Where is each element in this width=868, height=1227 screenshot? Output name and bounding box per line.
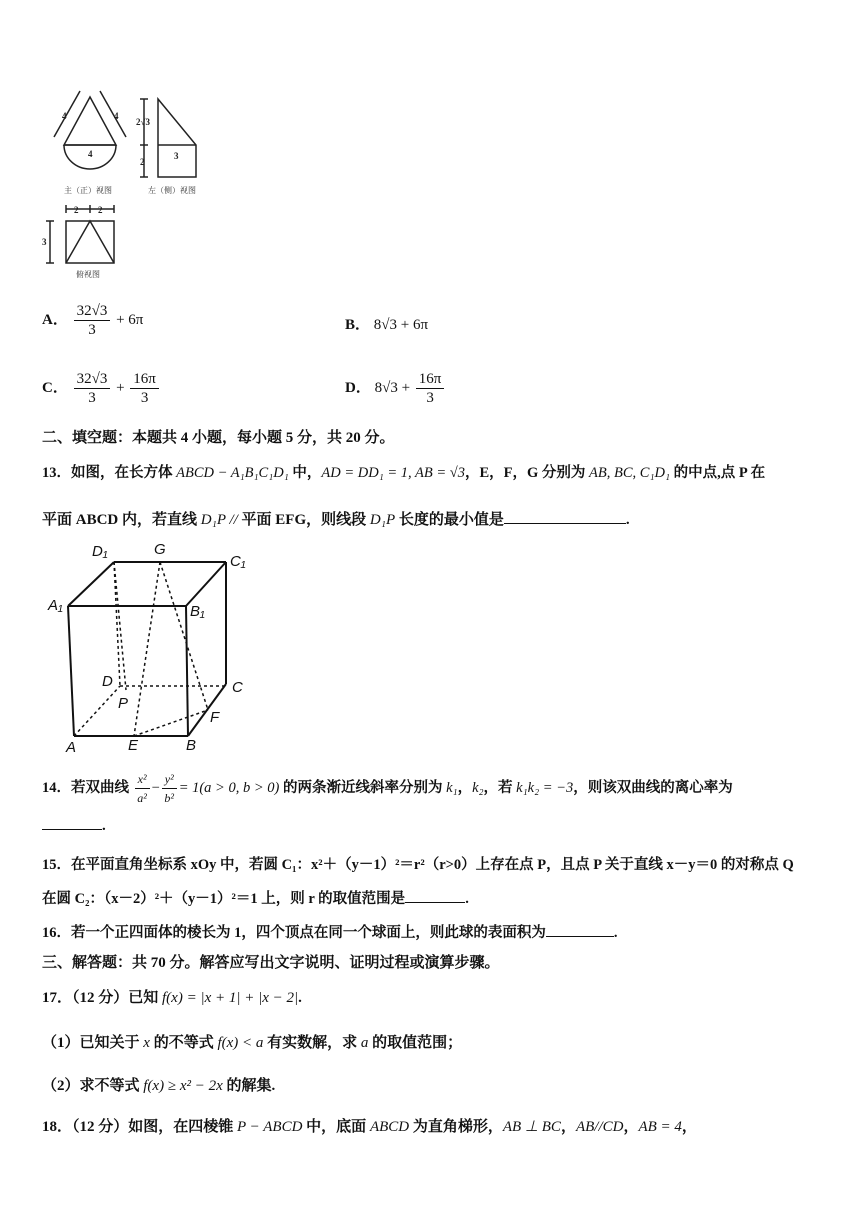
label-c: C [232, 679, 243, 696]
q16-answer-blank [546, 936, 614, 937]
option-b-label: B． [345, 317, 371, 333]
option-a-label: A． [42, 311, 68, 328]
q13-line-1: 13．如图，在长方体 ABCD − A₁B₁C₁D₁ 中，AD = DD₁ = 1, AB = √3，E，F，G 分别为 AB, BC, C₁D₁ 的中点,点 P 在 [42, 465, 766, 481]
option-a-fraction: $\frac{32√3}{3}$ [74, 302, 111, 339]
section-3-heading: 三、解答题：共 70 分。解答应写出文字说明、证明过程或演算步骤。 [42, 955, 500, 971]
label-b: B [186, 737, 197, 754]
q18-line: 18．（12 分）如图，在四棱锥 P − ABCD 中，底面 ABCD 为直角梯形，AB ⊥ BC，AB//CD，AB = 4， [42, 1119, 697, 1135]
q15-line-2: 在圆 C₂：（x－2）²＋（y－1）²＝1 上，则 r 的取值范围是 . [42, 891, 469, 907]
q16-line: 16．若一个正四面体的棱长为 1，四个顶点在同一个球面上，则此球的表面积为 . [42, 925, 618, 941]
label-d1: D₁ [92, 543, 108, 560]
label-g: G [154, 541, 166, 558]
q14-answer-blank [42, 829, 102, 830]
front-dim-base: 4 [88, 149, 93, 159]
side-view-caption: 左（侧）视图 [148, 186, 196, 195]
q13-answer-blank [504, 523, 626, 524]
section-2-heading: 二、填空题：本题共 4 小题，每小题 5 分，共 20 分。 [42, 430, 395, 446]
side-dim-width: 3 [174, 151, 179, 161]
option-c-fraction-1: $\frac{32√3}{3}$ [74, 370, 111, 407]
q14-line-1: 14．若双曲线 $\frac{\text{x²}}{\text{a²}}$ − $\frac{\text{y²}}{\text{b²}}$ = 1(a > 0, b > 0) 的两条渐近线斜率分别为 k₁，k₂，若 k₁k₂ = −3，则该双曲线的离心率为 [42, 772, 733, 805]
label-p: P [118, 695, 129, 712]
top-view-caption: 俯视图 [76, 270, 100, 279]
label-d: D [102, 673, 113, 690]
label-b1: B₁ [190, 603, 205, 620]
label-c1: C₁ [230, 553, 246, 570]
option-c-fraction-2: $\frac{16\pi}{3}$ [130, 370, 159, 407]
q15-answer-blank [405, 902, 465, 903]
q17-head: 17．（12 分）已知 f(x) = |x + 1| + |x − 2|. [42, 990, 302, 1006]
cuboid-figure [40, 540, 260, 755]
q17-part-2: （2）求不等式 f(x) ≥ x² − 2x 的解集. [42, 1078, 276, 1094]
option-d-expr: 8√3 + [374, 379, 411, 396]
option-b [345, 313, 428, 334]
front-dim-left: 4 [62, 111, 67, 121]
option-a-tail: + 6π [116, 311, 144, 328]
option-b-expr: 8√3 + 6π [373, 317, 429, 333]
q15-line-1: 15．在平面直角坐标系 xOy 中，若圆 C₁：x²＋（y－1）²＝r²（r>0）上存在点 P，且点 P 关于直线 x－y＝0 的对称点 Q [42, 857, 794, 873]
label-f: F [210, 709, 220, 726]
option-d-fraction: $\frac{16\pi}{3}$ [416, 370, 445, 407]
label-e: E [128, 737, 139, 754]
top-dim-b: 2 [98, 205, 103, 215]
option-c-label: C． [42, 379, 68, 396]
q13-line-2: 平面 ABCD 内，若直线 D₁P // 平面 EFG，则线段 D₁P 长度的最小值是 . [42, 512, 630, 528]
q14-line-2: . [42, 818, 106, 835]
side-dim-top: 2√3 [136, 117, 150, 127]
front-dim-right: 4 [114, 111, 119, 121]
option-a [42, 302, 143, 339]
option-d-label: D． [345, 379, 371, 396]
top-dim-a: 2 [74, 205, 79, 215]
option-c: C． $\frac{32√3}{3}$ + $\frac{16\pi}{3}$ [42, 370, 161, 407]
label-a1: A₁ [48, 597, 63, 614]
option-d [345, 370, 446, 407]
side-dim-bottom: 2 [140, 157, 145, 167]
label-a: A [66, 739, 77, 755]
top-dim-h: 3 [42, 237, 47, 247]
three-view-figure [40, 85, 210, 290]
front-view-caption: 主（正）视图 [64, 186, 112, 195]
q17-part-1: （1）已知关于 x 的不等式 f(x) < a 有实数解，求 a 的取值范围； [42, 1035, 463, 1051]
